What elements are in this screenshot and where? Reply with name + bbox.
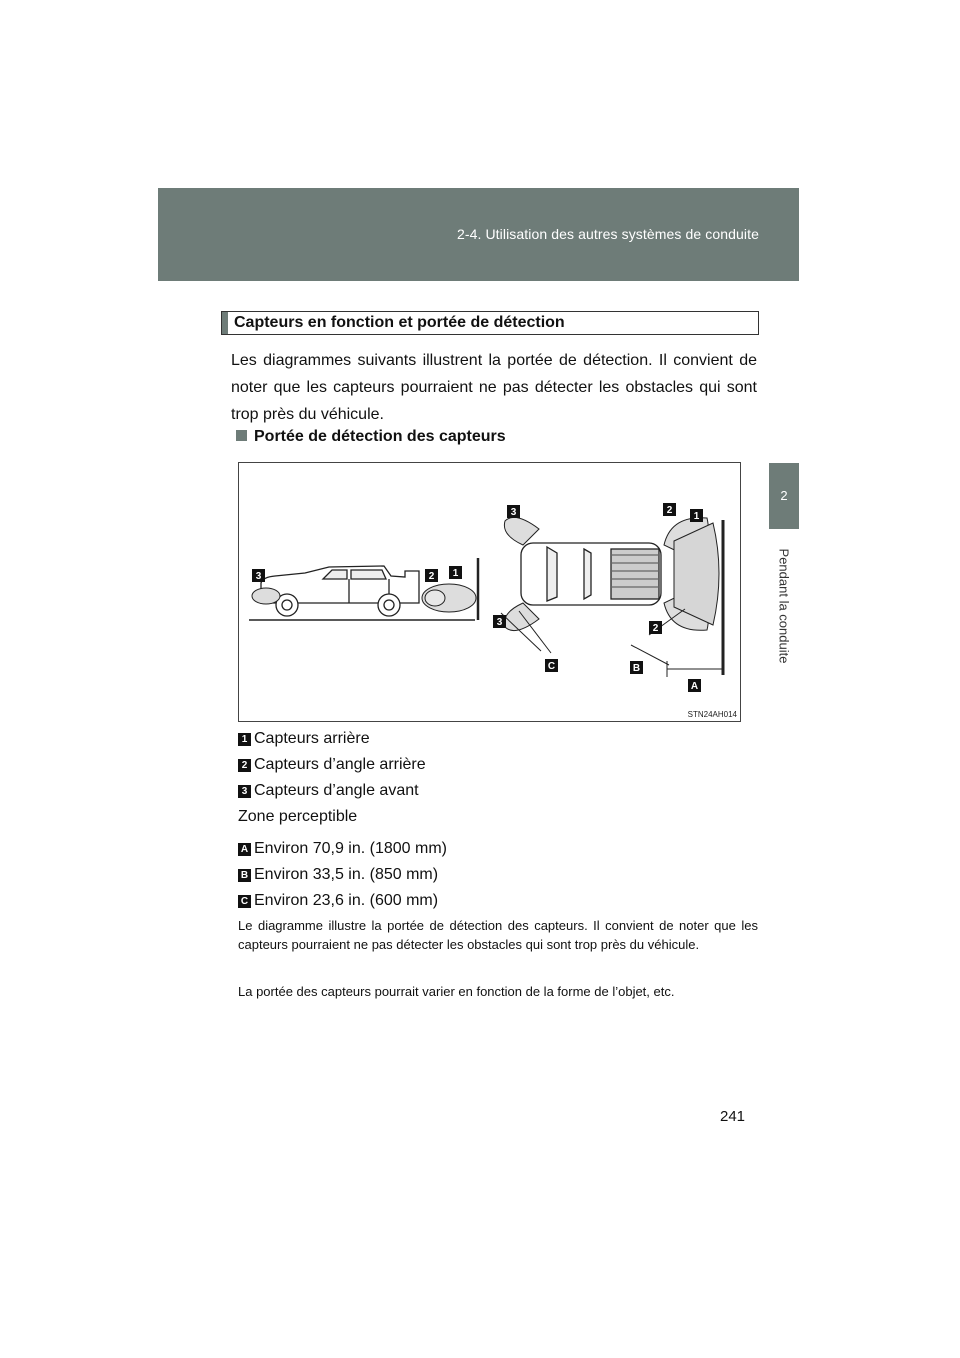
section-heading	[221, 311, 759, 335]
diagram-label-1-side: 1	[452, 568, 459, 579]
legend-sensor-2-label: Capteurs d’angle arrière	[254, 756, 426, 773]
legend-zone-b-label: Environ 33,5 in. (850 mm)	[254, 866, 439, 883]
subheading	[236, 428, 506, 446]
badge-c: C	[238, 895, 251, 908]
header-section-title: 2-4. Utilisation des autres systèmes de conduite	[456, 226, 759, 242]
sensor-diagram	[238, 462, 741, 722]
chapter-label: Pendant la conduite	[776, 548, 792, 664]
diagram-label-2-bottom: 2	[652, 623, 659, 634]
chapter-tab[interactable]: 2	[769, 463, 799, 529]
badge-b: B	[238, 869, 251, 882]
top-view-truck	[521, 543, 661, 605]
diagram-label-2-top: 2	[666, 505, 673, 516]
note-paragraph-2: La portée des capteurs pourrait varier en fonction de la forme de l’objet, etc.	[238, 984, 675, 999]
diagram-label-1-top: 1	[693, 511, 700, 522]
badge-2: 2	[238, 759, 251, 772]
section-marker	[222, 312, 228, 334]
legend-zone-c-label: Environ 23,6 in. (600 mm)	[254, 892, 439, 909]
zone-title: Zone perceptible	[238, 808, 358, 825]
sensor-diagram-svg	[239, 463, 742, 723]
legend-sensor-2	[238, 755, 426, 775]
badge-a: A	[238, 843, 251, 856]
square-bullet-icon	[236, 430, 247, 441]
legend-sensor-1-label: Capteurs arrière	[254, 730, 370, 747]
diagram-label-c: C	[547, 661, 556, 672]
page-number: 241	[720, 1108, 746, 1125]
legend-sensor-1	[238, 729, 370, 749]
legend-sensor-3	[238, 781, 419, 801]
section-title: Capteurs en fonction et portée de détection	[234, 314, 565, 331]
diagram-label-3-side: 3	[255, 571, 262, 582]
diagram-label-3-top: 3	[510, 507, 517, 518]
legend-zone-a	[238, 839, 447, 859]
diagram-label-3-bottom: 3	[496, 617, 503, 628]
legend-zone-a-label: Environ 70,9 in. (1800 mm)	[254, 840, 447, 857]
side-view-truck	[261, 566, 419, 616]
diagram-label-2-side: 2	[428, 571, 435, 582]
subheading-text: Portée de détection des capteurs	[254, 428, 506, 445]
legend-zone-b	[238, 865, 438, 885]
badge-1: 1	[238, 733, 251, 746]
legend-zone-c	[238, 891, 438, 911]
legend-sensor-3-label: Capteurs d’angle avant	[254, 782, 419, 799]
diagram-label-b: B	[632, 663, 641, 674]
header-band	[158, 188, 799, 281]
note-paragraph-1: Le diagramme illustre la portée de détection des capteurs. Il convient de noter que les capteurs pourraient ne pas détecter les obstacles qui sont trop près du véhicule.	[238, 918, 758, 952]
diagram-label-a: A	[690, 681, 699, 692]
diagram-code: STN24AH014	[687, 710, 737, 719]
intro-paragraph: Les diagrammes suivants illustrent la portée de détection. Il convient de noter que les capteurs pourraient ne pas détecter les obstacles qui sont trop près du véhicule.	[231, 352, 757, 423]
badge-3: 3	[238, 785, 251, 798]
